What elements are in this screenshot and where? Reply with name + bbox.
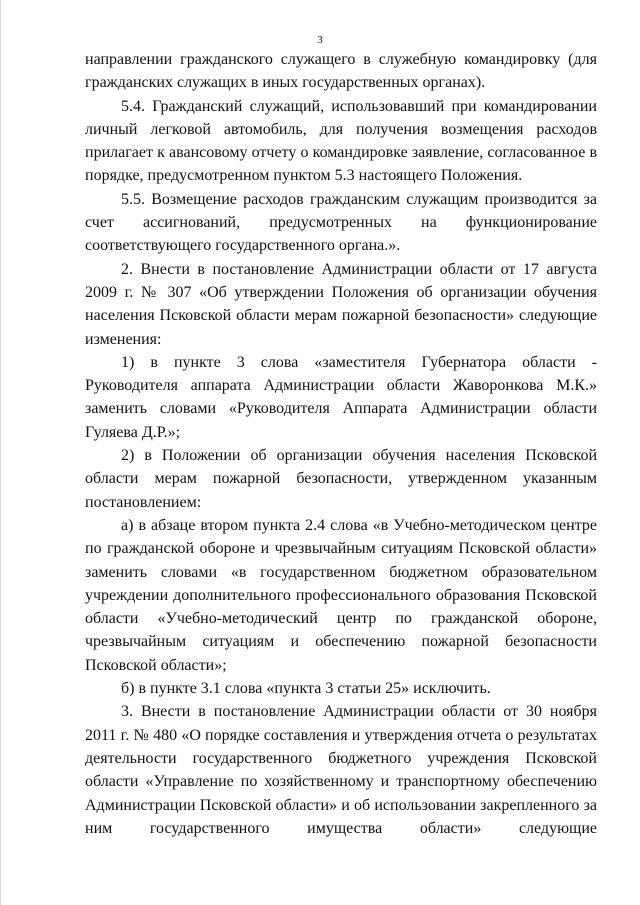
paragraph-item-2: 2. Внести в постановление Администрации области от 17 августа 2009 г. № 307 «Об утверждении Положения об организации обучения населения Псковской области мерам пожарной безопасности» следующие изменения: [85,260,597,348]
paragraph-5-5: 5.5. Возмещение расходов гражданским служащим производится за счет ассигнований, предусмотренных на функционирование соответствующего государственного органа.». [85,190,597,255]
paragraph-subitem-b: б) в пункте 3.1 слова «пункта 3 статьи 25» исключить. [121,680,491,698]
page-number: 3 [317,34,323,46]
paragraph-item-3: 3. Внести в постановление Администрации области от 30 ноября 2011 г. № 480 «О порядке составления и утверждения отчета о результатах деятельности государственного бюджетного учреждения Псковской области «Управление по хозяйственному и транспортному обеспечению Администрации Псковской области» и об использовании закрепленного за ним государственного имущества области» следующие [85,703,597,837]
paragraph-5-4: 5.4. Гражданский служащий, использовавший при командировании личный легковой автомобиль, для получения возмещения расходов прилагает к авансовому отчету о командировке заявление, согласованное в порядке, предусмотренном пунктом 5.3 настоящего Положения. [85,97,597,185]
paragraph-subitem-1: 1) в пункте 3 слова «заместителя Губернатора области - Руководителя аппарата Администрации области Жаворонкова М.К.» заменить словами «Руководителя Аппарата Администрации области Гуляева Д.Р.»; [85,353,597,441]
paragraph-continuation: направлении гражданского служащего в служебную командировку (для гражданских служащих в иных государственных органах). [85,51,597,92]
scan-edge [0,0,1,905]
paragraph-subitem-a: а) в абзаце втором пункта 2.4 слова «в Учебно-методическом центре по гражданской обороне и чрезвычайным ситуациям Псковской области» заменить словами «в государственном бюджетном образовательном учреждении дополнительного профессионального образования Псковской области «Учебно-методический центр по гражданской обороне, чрезвычайным ситуациям и обеспечению пожарной безопасности Псковской области»; [85,516,597,674]
document-body [85,48,597,840]
paragraph-subitem-2: 2) в Положении об организации обучения населения Псковской области мерам пожарной безопасности, утвержденном указанным постановлением: [85,447,597,511]
